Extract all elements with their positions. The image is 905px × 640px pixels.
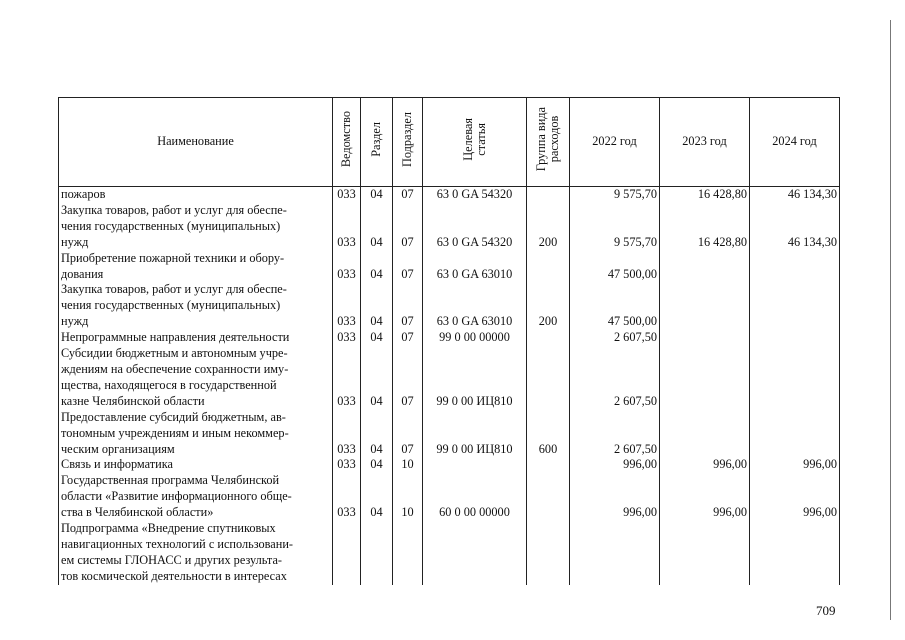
header-year-2022: 2022 год	[570, 98, 660, 187]
target-article-cell: 60 0 00 00000	[423, 473, 527, 521]
amount-2023-cell	[660, 521, 750, 585]
name-line: тов космической деятельности в интересах	[61, 568, 287, 583]
name-line: области «Развитие информационного обще-	[61, 489, 292, 504]
name-line: Предоставление субсидий бюджетным, ав-	[61, 409, 286, 424]
target-article-cell	[423, 521, 527, 585]
name-cell	[59, 187, 333, 203]
name-cell	[59, 473, 333, 521]
header-target-article: Целевая статья	[423, 98, 527, 187]
table-row	[59, 187, 840, 203]
scan-edge-line	[890, 20, 891, 620]
amount-2024-cell	[750, 521, 840, 585]
amount-2022-cell: 47 500,00	[570, 251, 660, 283]
target-article-cell	[423, 457, 527, 473]
target-article-cell: 99 0 00 ИЦ810	[423, 410, 527, 458]
amount-2022-cell: 2 607,50	[570, 330, 660, 346]
amount-2022-cell: 9 575,70	[570, 187, 660, 203]
amount-2023-cell: 996,00	[660, 473, 750, 521]
header-year-2024: 2024 год	[750, 98, 840, 187]
ministry-cell: 033	[333, 203, 361, 251]
section-cell: 04	[361, 251, 393, 283]
name-line: ждениям на обеспечение сохранности иму-	[61, 361, 289, 376]
target-article-cell: 99 0 00 ИЦ810	[423, 346, 527, 410]
header-subsection: Подраздел	[393, 98, 423, 187]
expense-group-cell	[527, 251, 570, 283]
name-line: Государственная программа Челябинской	[61, 473, 280, 488]
ministry-cell: 033	[333, 187, 361, 203]
ministry-cell: 033	[333, 251, 361, 283]
section-cell: 04	[361, 282, 393, 330]
name-line: Подпрограмма «Внедрение спутниковых	[61, 521, 276, 536]
table-row	[59, 410, 840, 458]
header-name: Наименование	[59, 98, 333, 187]
amount-2023-cell	[660, 330, 750, 346]
amount-2022-cell: 996,00	[570, 457, 660, 473]
subsection-cell: 10	[393, 473, 423, 521]
amount-2023-cell: 16 428,80	[660, 203, 750, 251]
ministry-cell: 033	[333, 330, 361, 346]
name-line: Связь и информатика	[61, 457, 173, 472]
expense-group-cell: 600	[527, 410, 570, 458]
name-cell	[59, 203, 333, 251]
section-cell: 04	[361, 330, 393, 346]
ministry-cell: 033	[333, 282, 361, 330]
amount-2022-cell: 996,00	[570, 473, 660, 521]
amount-2023-cell	[660, 346, 750, 410]
table-row	[59, 251, 840, 283]
header-year-2023: 2023 год	[660, 98, 750, 187]
section-cell	[361, 521, 393, 585]
name-line: ства в Челябинской области»	[61, 505, 214, 520]
subsection-cell: 07	[393, 251, 423, 283]
table-header-row	[59, 98, 840, 187]
amount-2024-cell: 996,00	[750, 457, 840, 473]
name-line: навигационных технологий с использовани-	[61, 536, 294, 551]
section-cell: 04	[361, 473, 393, 521]
amount-2024-cell	[750, 251, 840, 283]
expense-group-cell	[527, 473, 570, 521]
ministry-cell: 033	[333, 410, 361, 458]
target-article-cell: 63 0 GA 54320	[423, 203, 527, 251]
subsection-cell: 07	[393, 203, 423, 251]
target-article-cell: 63 0 GA 54320	[423, 187, 527, 203]
ministry-cell: 033	[333, 346, 361, 410]
expense-group-cell	[527, 457, 570, 473]
target-article-cell: 63 0 GA 63010	[423, 251, 527, 283]
name-cell	[59, 282, 333, 330]
name-cell	[59, 330, 333, 346]
header-section: Раздел	[361, 98, 393, 187]
amount-2022-cell: 2 607,50	[570, 410, 660, 458]
table-row	[59, 203, 840, 251]
amount-2022-cell: 9 575,70	[570, 203, 660, 251]
name-line: нужд	[61, 314, 89, 329]
name-line: дования	[61, 266, 104, 281]
name-line: Непрограммные направления деятельности	[61, 330, 290, 345]
subsection-cell: 07	[393, 330, 423, 346]
name-line: чения государственных (муниципальных)	[61, 298, 281, 313]
name-line: тономным учреждениям и иным некоммер-	[61, 425, 289, 440]
ministry-cell: 033	[333, 457, 361, 473]
name-line: Субсидии бюджетным и автономным учре-	[61, 346, 288, 361]
header-ministry: Ведомство	[333, 98, 361, 187]
header-expense-group: Группа вида расходов	[527, 98, 570, 187]
amount-2022-cell: 47 500,00	[570, 282, 660, 330]
section-cell: 04	[361, 410, 393, 458]
expense-group-cell	[527, 187, 570, 203]
table-row	[59, 473, 840, 521]
name-cell	[59, 346, 333, 410]
expense-group-cell	[527, 346, 570, 410]
amount-2024-cell: 46 134,30	[750, 203, 840, 251]
name-line: Приобретение пожарной техники и обору-	[61, 250, 285, 265]
amount-2024-cell	[750, 330, 840, 346]
ministry-cell	[333, 521, 361, 585]
amount-2024-cell: 996,00	[750, 473, 840, 521]
budget-table	[58, 97, 840, 585]
amount-2022-cell	[570, 521, 660, 585]
page-number: 709	[816, 603, 836, 618]
name-cell	[59, 410, 333, 458]
expense-group-cell	[527, 521, 570, 585]
name-line: чения государственных (муниципальных)	[61, 218, 281, 233]
name-line: ческим организациям	[61, 441, 175, 456]
amount-2023-cell	[660, 282, 750, 330]
amount-2023-cell: 996,00	[660, 457, 750, 473]
name-line: пожаров	[61, 187, 106, 201]
amount-2024-cell	[750, 346, 840, 410]
section-cell: 04	[361, 203, 393, 251]
subsection-cell: 10	[393, 457, 423, 473]
expense-group-cell	[527, 330, 570, 346]
target-article-cell: 99 0 00 00000	[423, 330, 527, 346]
section-cell: 04	[361, 457, 393, 473]
name-line: щества, находящегося в государственной	[61, 377, 277, 392]
amount-2024-cell	[750, 410, 840, 458]
table-row	[59, 346, 840, 410]
target-article-cell: 63 0 GA 63010	[423, 282, 527, 330]
amount-2022-cell: 2 607,50	[570, 346, 660, 410]
table-row	[59, 521, 840, 585]
amount-2023-cell	[660, 251, 750, 283]
table-row	[59, 457, 840, 473]
name-line: Закупка товаров, работ и услуг для обеспе-	[61, 282, 287, 297]
section-cell: 04	[361, 346, 393, 410]
expense-group-cell: 200	[527, 282, 570, 330]
name-cell	[59, 251, 333, 283]
ministry-cell: 033	[333, 473, 361, 521]
expense-group-cell: 200	[527, 203, 570, 251]
name-cell	[59, 457, 333, 473]
amount-2023-cell	[660, 410, 750, 458]
subsection-cell: 07	[393, 346, 423, 410]
table-row	[59, 282, 840, 330]
name-cell	[59, 521, 333, 585]
section-cell: 04	[361, 187, 393, 203]
subsection-cell: 07	[393, 410, 423, 458]
amount-2023-cell: 16 428,80	[660, 187, 750, 203]
name-line: Закупка товаров, работ и услуг для обеспе-	[61, 202, 287, 217]
name-line: ем системы ГЛОНАСС и других результа-	[61, 552, 283, 567]
subsection-cell: 07	[393, 282, 423, 330]
name-line: казне Челябинской области	[61, 393, 205, 408]
amount-2024-cell	[750, 282, 840, 330]
subsection-cell: 07	[393, 187, 423, 203]
name-line: нужд	[61, 234, 89, 249]
table-row	[59, 330, 840, 346]
subsection-cell	[393, 521, 423, 585]
amount-2024-cell: 46 134,30	[750, 187, 840, 203]
